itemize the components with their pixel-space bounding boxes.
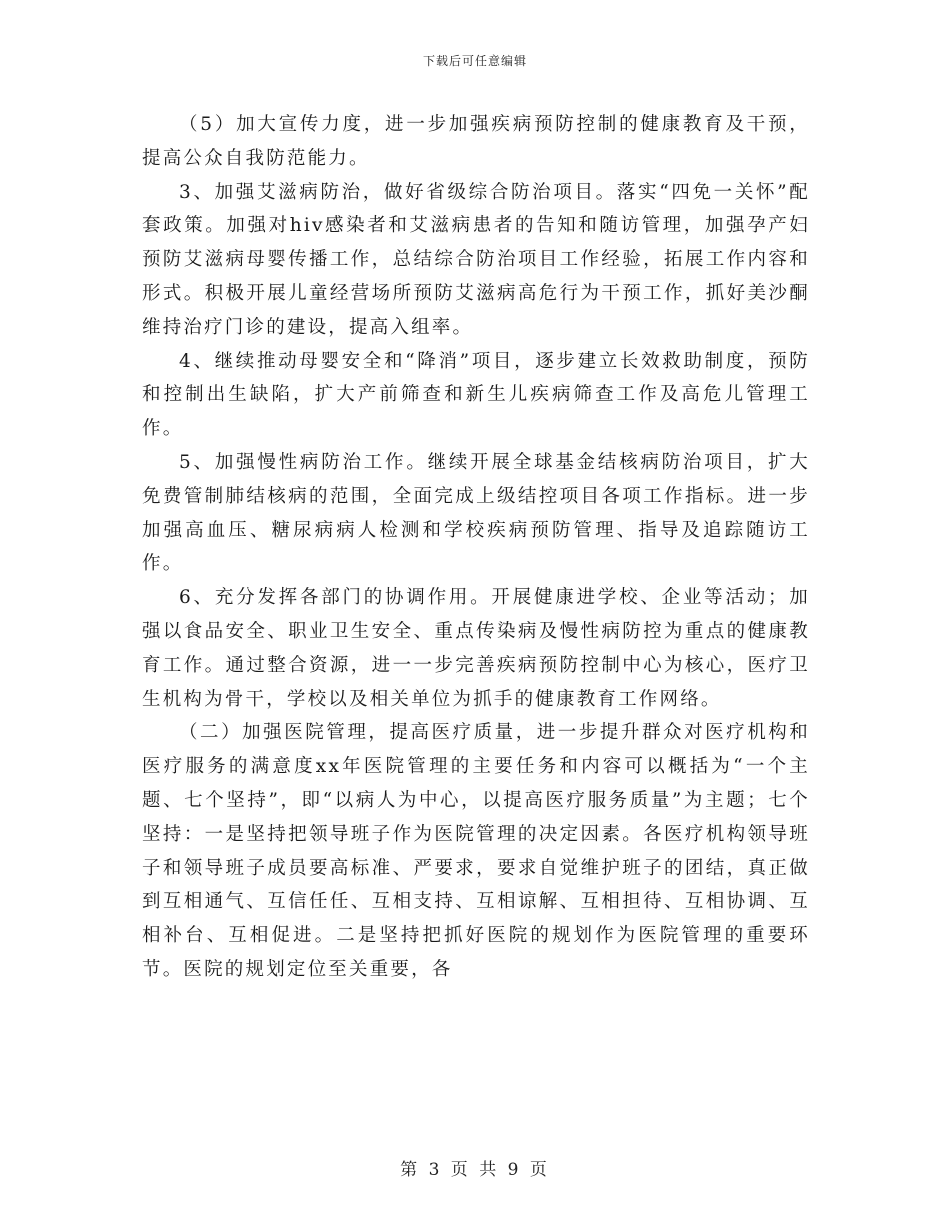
document-body (142, 108, 810, 987)
paragraph-3-aids-prevention: 3、加强艾滋病防治，做好省级综合防治项目。落实“四免一关怀”配套政策。加强对hiv感染者和艾滋病患者的告知和随访管理，加强孕产妇预防艾滋病母婴传播工作，总结综合防治项目工作经验，拓展工作内容和形式。积极开展儿童经营场所预防艾滋病高危行为干预工作，抓好美沙酮维持治疗门诊的建设，提高入组率。 (142, 181, 810, 338)
paragraph-4-maternal-safety: 4、继续推动母婴安全和“降消”项目，逐步建立长效救助制度，预防和控制出生缺陷，扩大产前筛查和新生儿疾病筛查工作及高危儿管理工作。 (142, 350, 810, 440)
page-number-footer: 第 3 页 共 9 页 (400, 1160, 550, 1180)
paragraph-5-publicity: （5）加大宣传力度，进一步加强疾病预防控制的健康教育及干预，提高公众自我防范能力。 (142, 114, 810, 169)
page-header: 下载后可任意编辑 (422, 54, 527, 68)
paragraph-6-coordination: 6、充分发挥各部门的协调作用。开展健康进学校、企业等活动；加强以食品安全、职业卫生安全、重点传染病及慢性病防控为重点的健康教育工作。通过整合资源，进一一步完善疾病预防控制中心为核心，医疗卫生机构为骨干，学校以及相关单位为抓手的健康教育工作网络。 (142, 587, 810, 710)
paragraph-5-chronic-disease: 5、加强慢性病防治工作。继续开展全球基金结核病防治项目，扩大免费管制肺结核病的范围，全面完成上级结控项目各项工作指标。进一步加强高血压、糖尿病病人检测和学校疾病预防管理、指导及追踪随访工作。 (142, 451, 810, 575)
paragraph-hospital-management: （二）加强医院管理，提高医疗质量，进一步提升群众对医疗机构和医疗服务的满意度xx年医院管理的主要任务和内容可以概括为“一个主题、七个坚持”，即“以病人为中心，以提高医疗服务质量”为主题；七个坚持：一是坚持把领导班子作为医院管理的决定因素。各医疗机构领导班子和领导班子成员要高标准、严要求，要求自觉维护班子的团结，真正做到互相通气、互信任任、互相支持、互相谅解、互相担待、互相协调、互相补台、互相促进。二是坚持把抓好医院的规划作为医院管理的重要环节。医院的规划定位至关重要，各 (142, 722, 810, 980)
